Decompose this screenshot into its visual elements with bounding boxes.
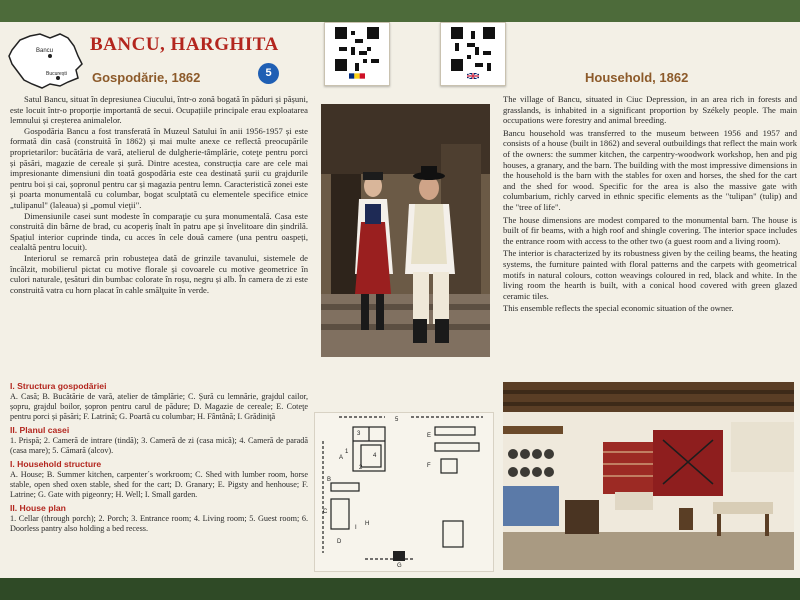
background-bottom-strip	[0, 578, 800, 600]
plan-label: 2	[359, 465, 363, 471]
ro-paragraph: Dimensiunile casei sunt modeste în comparaţie cu șura monumentală. Casa este construită din bârne de brad, cu acoperiș înalt în patru ape și învelitoare din șindrilă. Spațiul interior cuprinde tinda, cu acces în cele două camere (una pentru oaspeți, cealaltă pentru locuit).	[10, 210, 308, 253]
ro-paragraph: Satul Bancu, situat în depresiunea Ciucului, într-o zonă bogată în păduri și pășuni, este locuit într-o proporție importantă de secui. Ocupațiile principale erau exploatarea lemnului și creșterea animalelor.	[10, 94, 308, 126]
plan-label: 3	[357, 431, 361, 437]
qr-code-english[interactable]	[440, 22, 506, 86]
plan-label: F	[427, 463, 431, 469]
legend-heading: I. Household structure	[10, 459, 102, 469]
subtitle-english: Household, 1862	[585, 70, 689, 85]
plan-label: 1	[345, 449, 349, 455]
legend-heading: II. House plan	[10, 503, 66, 513]
plan-label: D	[337, 539, 342, 545]
legend-text: A. Casă; B. Bucătărie de vară, atelier de tâmplărie; C. Șură cu lemnărie, grajdul cailor, șopru, grajdul boilor, șopron pentru carul de pădure; D. Magazie de cereale; E. Coteţe pentru porci și păsări; F. Latrină; G. Poartă cu columbar; H. Fântână; I. Grădiniţă	[10, 392, 308, 421]
house-interior-photo	[503, 382, 794, 570]
plan-label: 4	[373, 453, 377, 459]
subtitle-romanian: Gospodărie, 1862	[92, 70, 201, 85]
legend-text: 1. Prispă; 2. Cameră de intrare (tindă); 3. Cameră de zi (casa mică); 4. Cameră de paradă (casa mare); 5. Cămară (alcov).	[10, 436, 308, 455]
page-title: BANCU, HARGHITA	[90, 34, 279, 55]
romanian-description	[10, 94, 308, 295]
legend-text: 1. Cellar (through porch); 2. Porch; 3. Entrance room; 4. Living room; 5. Guest room; 6. Doorless pantry also holding a bed recess.	[10, 514, 308, 533]
plan-label: E	[427, 433, 432, 439]
plan-label: G	[397, 563, 402, 569]
number-badge: 5	[258, 63, 279, 84]
plan-label: I	[355, 525, 357, 531]
couple-in-folk-costume-photo	[321, 104, 490, 357]
en-paragraph: This ensemble reflects the special economic situation of the owner.	[503, 303, 734, 314]
romania-map	[6, 30, 86, 92]
map-label-bucharest: București	[46, 71, 67, 77]
qr-icon	[451, 27, 495, 71]
uk-flag-icon	[465, 73, 481, 79]
bancu-marker	[48, 54, 52, 58]
plan-label: 5	[395, 417, 399, 423]
en-paragraph: Bancu household was transferred to the museum between 1956 and 1957 and consists of a house (built in 1862) and several outbuildings that reflect the main work of the owners: the summer kitchen, the carpentry-woodwork workshop, hen and pig houses, a granary, and the barn. The building with the most impressive dimensions in the household is the barn with the stables for oxen and horses, the shed for the cart and the shed for wood. Specific for the area is also the massive gate with columbarium, richly carved in ethnic specific elements as the "tulipan" (tulip) and the "tree of life".	[503, 127, 797, 212]
map-label-bancu: Bancu	[36, 48, 54, 54]
plan-label: A	[339, 455, 344, 461]
en-paragraph: The village of Bancu, situated in Ciuc Depression, in an area rich in forests and grasslands, is inhabited in a significant proportion by Székely people. The main occupations were forestry and animal breeding.	[503, 94, 797, 126]
en-paragraph: The house dimensions are modest compared to the monumental barn. The house is built of fir beams, with a high roof and shingle covering. The interior space includes the entrance room with access to the other two (a guest room and a living room).	[503, 214, 797, 246]
qr-icon	[335, 27, 379, 71]
plan-label: C	[323, 509, 328, 515]
plan-label: B	[327, 477, 332, 483]
structure-legend	[10, 378, 308, 534]
legend-heading: II. Planul casei	[10, 425, 70, 435]
english-description	[503, 94, 797, 316]
plan-label: H	[365, 521, 370, 527]
legend-text: A. House; B. Summer kitchen, carpenter´s workroom; C. Shed with lumber room, horse stable, open shed oxen stable, shed for the cart; D. Granary; E. Pigsty and henhouse; F. Latrine; G. Gate with pigeonry; H. Well; I. Small garden.	[10, 470, 308, 499]
household-site-plan	[314, 412, 494, 572]
en-paragraph: The interior is characterized by its robustness given by the ceiling beams, the heating systems, the furniture painted with floral patterns and the carpets with geometrical motifs in natural colours, cotton weavings coloured in red, black and white. In the living room the hearth is built, with a conical hood covered with green glazed ceramic tiles.	[503, 248, 797, 301]
ro-paragraph: Gospodăria Bancu a fost transferată în Muzeul Satului în anii 1956-1957 și este formată din casă (construită în 1862) și mai multe anexe ce reflectă preocupările proprietarilor: bucătăria de vară, atelierul de dulgherie-tâmplărie, coteţe pentru porci și păsări, magazie de cereale și șură. Dintre acestea, construcția care are cele mai impresionante dimensiuni din toată gospodăria este cea destinată șurii cu grajdurile pentru boi și cai, șopronul pentru car și magazia pentru lemn. Caracteristică zonei este și poarta monumentală cu columbar, bogat sculptată cu elementele specifice etnice „tulipanul" (laleaua) și „pomul vieţii".	[10, 125, 308, 210]
qr-code-romanian[interactable]	[324, 22, 390, 86]
background-top-strip	[0, 0, 800, 22]
legend-heading: I. Structura gospodăriei	[10, 381, 107, 391]
ro-paragraph: Interiorul se remarcă prin robusteţea dată de grinzile tavanului, sistemele de încălzit, mobilierul pictat cu motive florale și covoarele cu motive geometrice în culori naturale, ţesături din bumbac colorate în roșu, negru și alb. În camera de zi este construită vatra cu horn placat în cahle smălţuite în verde.	[10, 252, 308, 295]
romanian-flag-icon	[349, 73, 365, 79]
